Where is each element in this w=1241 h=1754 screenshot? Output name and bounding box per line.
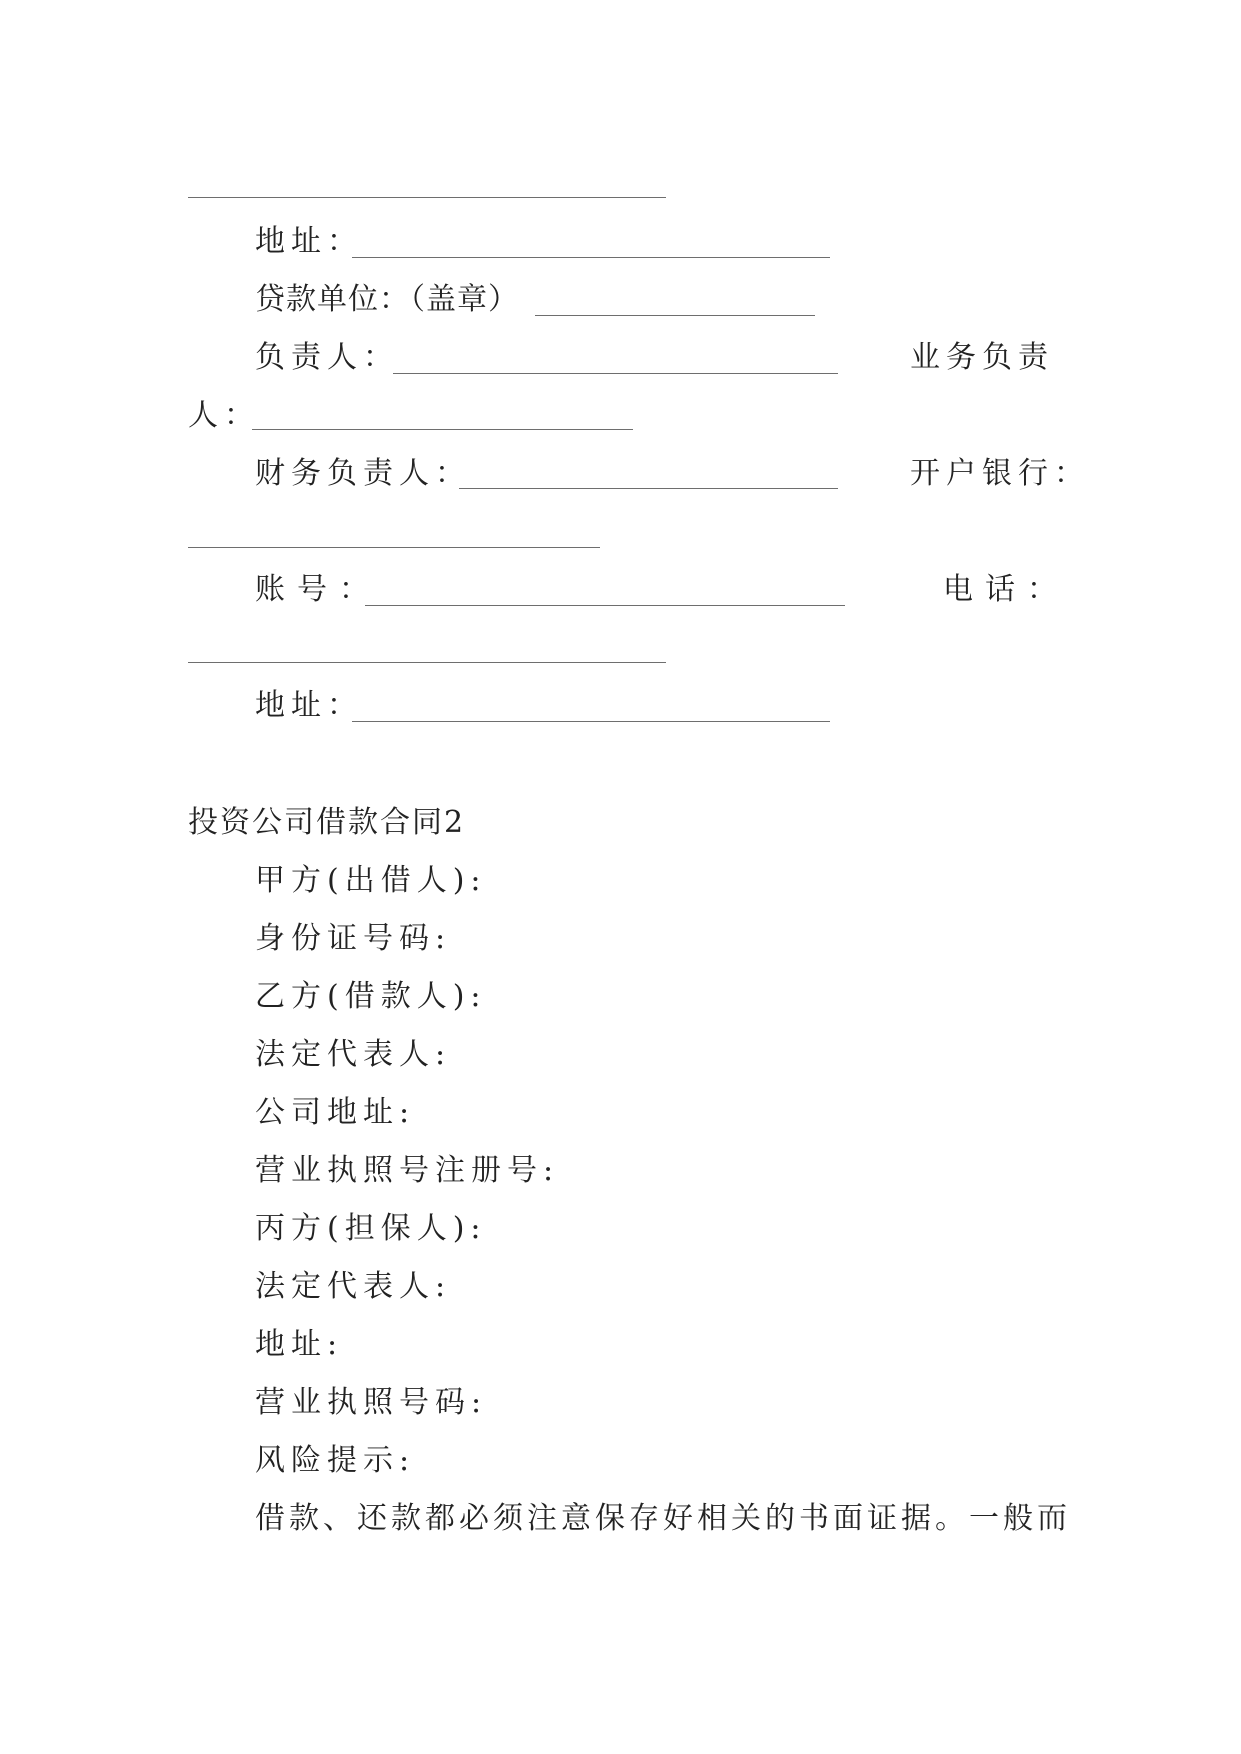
- address-2-blank: [352, 721, 830, 722]
- bank-label: 开户银行：: [910, 456, 1090, 491]
- borrower-line: 乙方(借款人):: [255, 979, 487, 1014]
- account-label: 账号：: [255, 572, 381, 607]
- responsible-blank: [393, 373, 838, 374]
- guarantor-address-line: 地址:: [255, 1327, 344, 1362]
- business-responsible-blank: [252, 429, 633, 430]
- continuation-blank: [188, 197, 666, 198]
- responsible-label: 负责人：: [255, 340, 399, 375]
- address-label: 地址：: [255, 224, 363, 259]
- company-address-line: 公司地址:: [255, 1095, 416, 1130]
- guarantor-line: 丙方(担保人):: [255, 1211, 487, 1246]
- loan-unit-blank: [535, 315, 815, 316]
- guarantor-legal-rep-line: 法定代表人:: [255, 1269, 452, 1304]
- business-responsible-label: 业务负责: [910, 340, 1054, 375]
- phone-label: 电话：: [943, 572, 1069, 607]
- business-responsible-label-cont: 人：: [188, 398, 260, 433]
- risk-notice-line: 风险提示:: [255, 1443, 416, 1478]
- lender-line: 甲方(出借人):: [255, 863, 487, 898]
- bank-blank: [188, 547, 600, 548]
- risk-notice-body: 借款、还款都必须注意保存好相关的书面证据。一般而: [255, 1501, 1071, 1536]
- account-blank: [365, 605, 845, 606]
- finance-responsible-blank: [459, 488, 838, 489]
- legal-rep-line: 法定代表人:: [255, 1037, 452, 1072]
- address-2-label: 地址：: [255, 688, 363, 723]
- loan-unit-label: 贷款单位：（盖章）: [255, 282, 519, 317]
- registration-line: 营业执照号注册号:: [255, 1153, 560, 1188]
- license-number-line: 营业执照号码:: [255, 1385, 488, 1420]
- address-blank: [352, 257, 830, 258]
- phone-blank: [188, 662, 666, 663]
- finance-responsible-label: 财务负责人：: [255, 456, 471, 491]
- id-number-line: 身份证号码:: [255, 921, 452, 956]
- contract-title: 投资公司借款合同2: [188, 805, 466, 840]
